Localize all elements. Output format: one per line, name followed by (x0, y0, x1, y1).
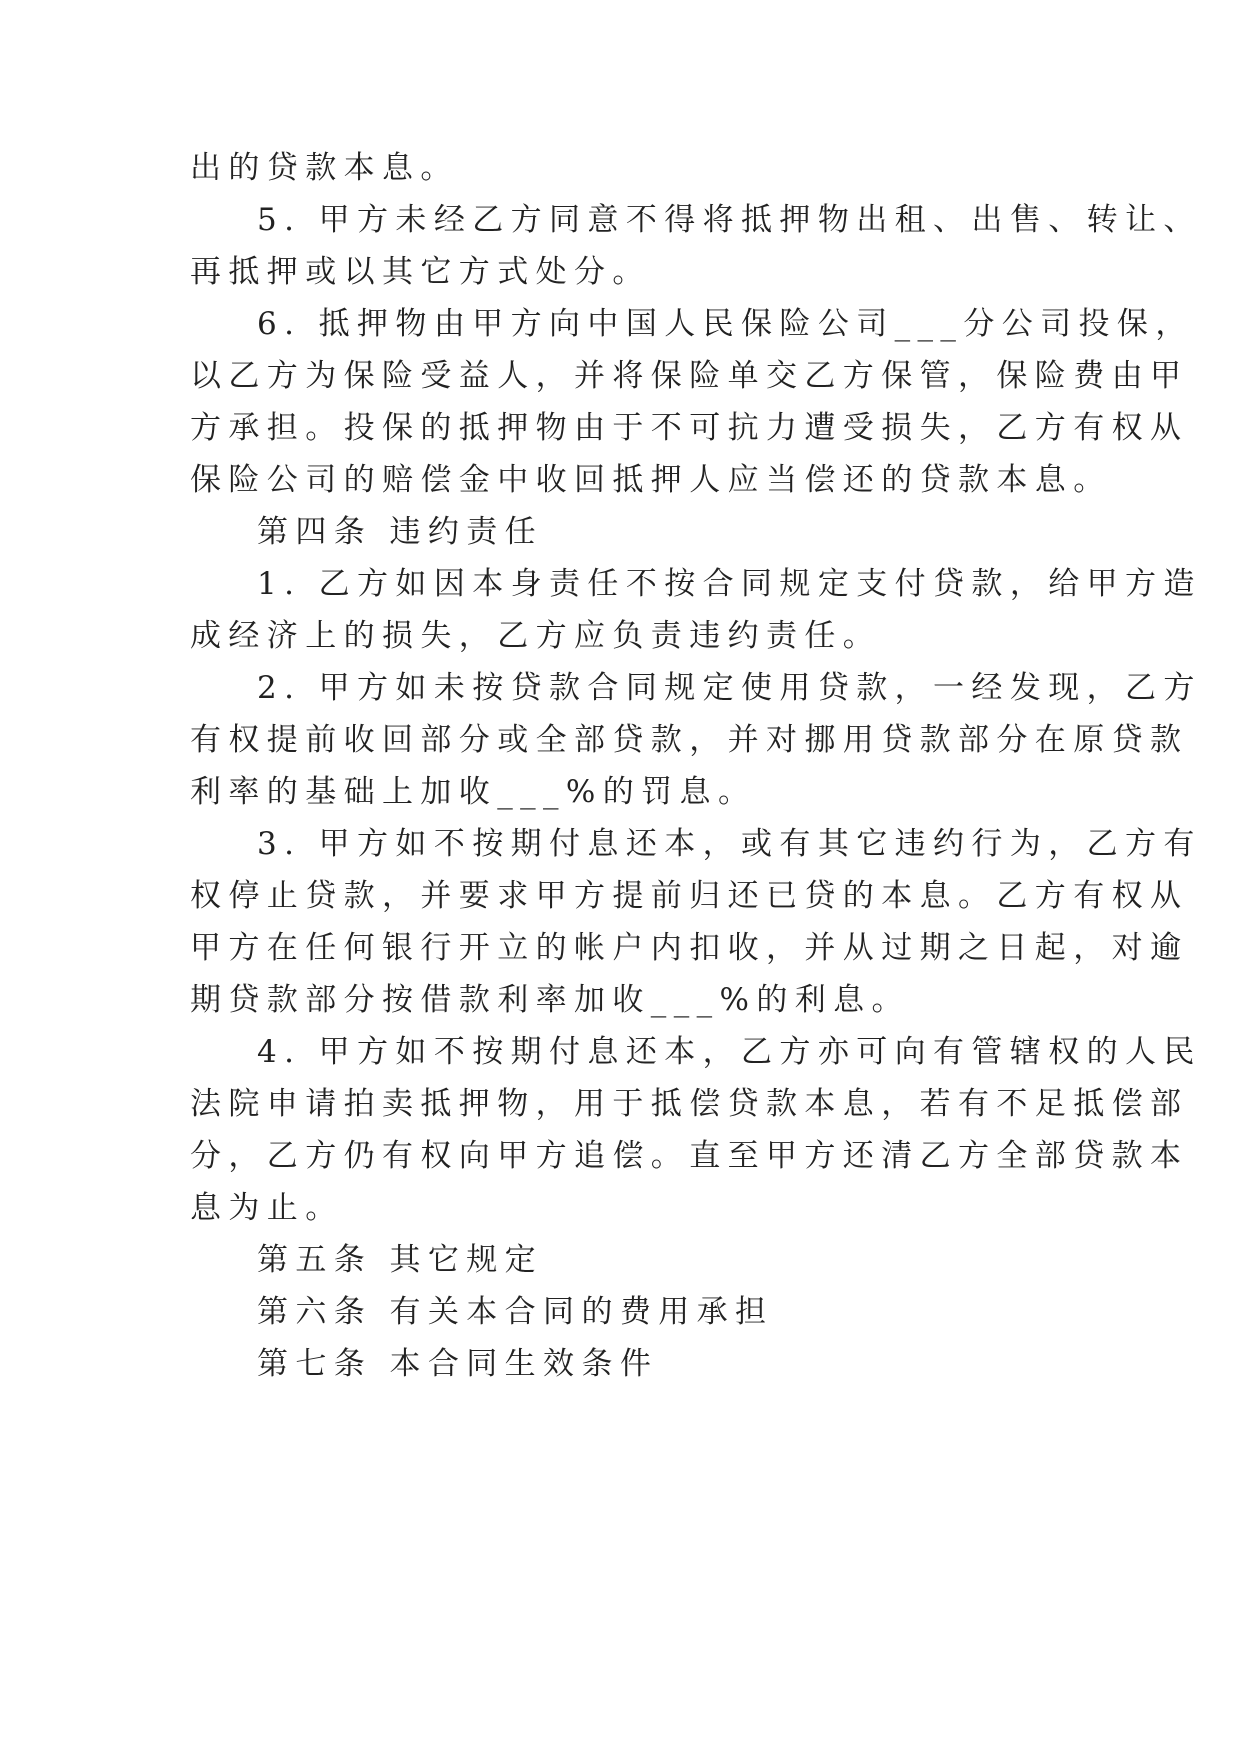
text-line: 出的贷款本息。 (190, 150, 459, 186)
section-heading: 第五条 其它规定 (257, 1242, 544, 1278)
text-line: 有权提前收回部分或全部贷款，并对挪用贷款部分在原贷款 (190, 722, 1189, 758)
text-line: 1. 乙方如因本身责任不按合同规定支付贷款，给甲方造 (257, 566, 1202, 602)
text-line: 方承担。投保的抵押物由于不可抗力遭受损失，乙方有权从 (190, 410, 1189, 446)
text-line: 利率的基础上加收___%的罚息。 (190, 774, 757, 810)
text-line: 6. 抵押物由甲方向中国人民保险公司___分公司投保， (257, 306, 1194, 342)
text-line: 5. 甲方未经乙方同意不得将抵押物出租、出售、转让、 (257, 202, 1202, 238)
text-line: 3. 甲方如不按期付息还本，或有其它违约行为，乙方有 (257, 826, 1202, 862)
section-heading: 第六条 有关本合同的费用承担 (257, 1294, 774, 1330)
text-line: 权停止贷款，并要求甲方提前归还已贷的本息。乙方有权从 (190, 878, 1189, 914)
text-line: 甲方在任何银行开立的帐户内扣收，并从过期之日起，对逾 (190, 930, 1189, 966)
section-heading: 第七条 本合同生效条件 (257, 1346, 659, 1382)
text-line: 再抵押或以其它方式处分。 (190, 254, 651, 290)
text-line: 4. 甲方如不按期付息还本，乙方亦可向有管辖权的人民 (257, 1034, 1202, 1070)
text-line: 分，乙方仍有权向甲方追偿。直至甲方还清乙方全部贷款本 (190, 1138, 1189, 1174)
text-line: 以乙方为保险受益人，并将保险单交乙方保管，保险费由甲 (190, 358, 1189, 394)
text-line: 息为止。 (190, 1190, 344, 1226)
text-line: 期贷款部分按借款利率加收___%的利息。 (190, 982, 910, 1018)
text-line: 成经济上的损失，乙方应负责违约责任。 (190, 618, 882, 654)
text-line: 2. 甲方如未按贷款合同规定使用贷款，一经发现，乙方 (257, 670, 1202, 706)
text-line: 法院申请拍卖抵押物，用于抵偿贷款本息，若有不足抵偿部 (190, 1086, 1189, 1122)
section-heading: 第四条 违约责任 (257, 514, 544, 550)
text-line: 保险公司的赔偿金中收回抵押人应当偿还的贷款本息。 (190, 462, 1112, 498)
